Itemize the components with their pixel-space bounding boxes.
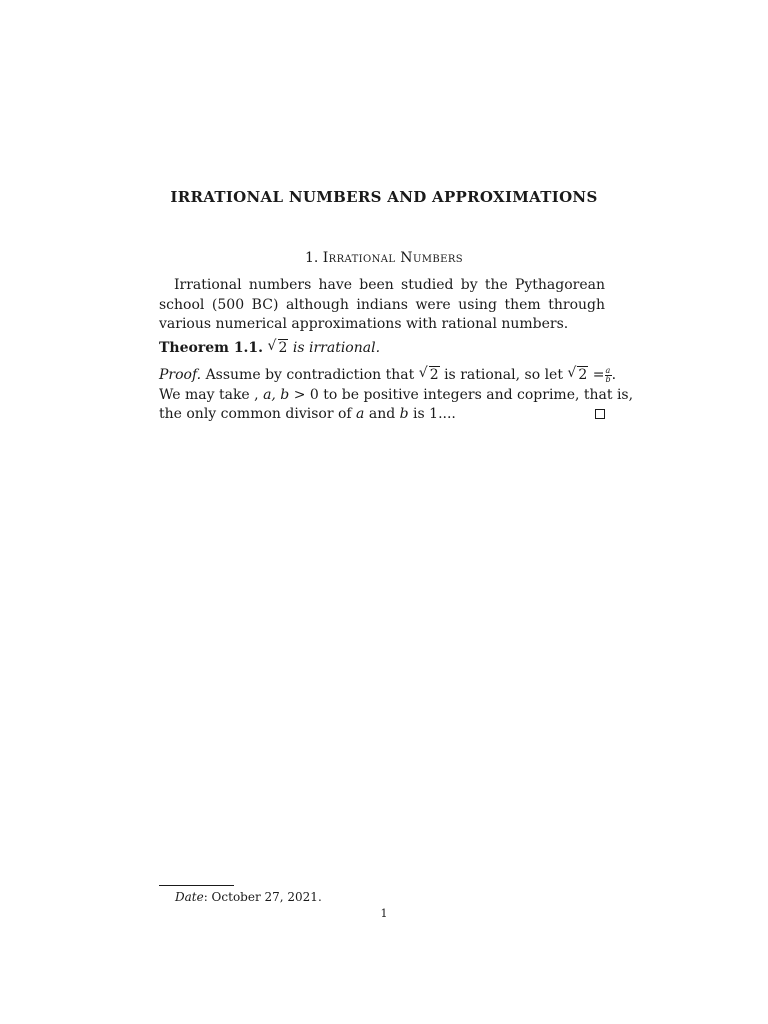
theorem-label: Theorem 1.1. — [159, 340, 264, 356]
math-variable: a — [356, 406, 365, 422]
theorem-statement: is irrational. — [292, 340, 381, 356]
proof-text: Assume by contradiction that — [205, 367, 415, 383]
sqrt-expression — [419, 366, 440, 386]
footnote-text: : October 27, 2021. — [203, 890, 322, 904]
qed-square-icon — [595, 409, 605, 419]
intro-paragraph: Irrational numbers have been studied by the Pythagorean school (500 BC) although indians were using them through various numerical approximations with rational numbers. — [159, 277, 605, 332]
radical-sign: √ — [418, 365, 428, 381]
proof-text: and — [368, 406, 396, 422]
footnote — [175, 890, 322, 904]
proof-label: Proof. — [159, 367, 202, 383]
equals-sign: = — [592, 367, 605, 383]
proof-period: . — [611, 367, 617, 383]
proof-line-1 — [159, 365, 617, 386]
radical-sign: √ — [567, 365, 577, 381]
proof-text: the only common divisor of — [159, 406, 352, 422]
fraction-numerator: a — [605, 365, 611, 375]
proof-line-2 — [159, 386, 634, 406]
footnote-rule — [159, 885, 234, 886]
footnote-label: Date — [175, 890, 204, 904]
radical-sign: √ — [267, 338, 277, 354]
page-number: 1 — [380, 907, 388, 920]
sqrt-expression — [268, 339, 289, 359]
fraction-denominator: b — [605, 374, 611, 384]
section-number: 1. — [304, 250, 319, 266]
proof-text: We may take , — [159, 386, 259, 403]
proof-radicand: 2 — [578, 367, 588, 383]
fraction-a-over-b — [605, 367, 612, 384]
theorem-block — [159, 339, 605, 359]
proof-line-3 — [159, 405, 605, 425]
paper-title: IRRATIONAL NUMBERS AND APPROXIMATIONS — [170, 188, 598, 206]
sqrt-expression — [567, 366, 588, 386]
proof-text: is rational, so let — [444, 367, 563, 383]
section-heading — [0, 250, 768, 266]
theorem-radicand: 2 — [278, 340, 288, 356]
math-variable: b — [399, 406, 409, 422]
section-title: Irrational Numbers — [322, 250, 464, 266]
proof-text: > 0 to be positive integers and coprime, that is, — [293, 386, 634, 403]
math-variables: a, b — [263, 386, 290, 403]
proof-block — [159, 365, 634, 425]
proof-radicand: 2 — [429, 367, 439, 383]
proof-text: is 1.... — [413, 406, 456, 422]
